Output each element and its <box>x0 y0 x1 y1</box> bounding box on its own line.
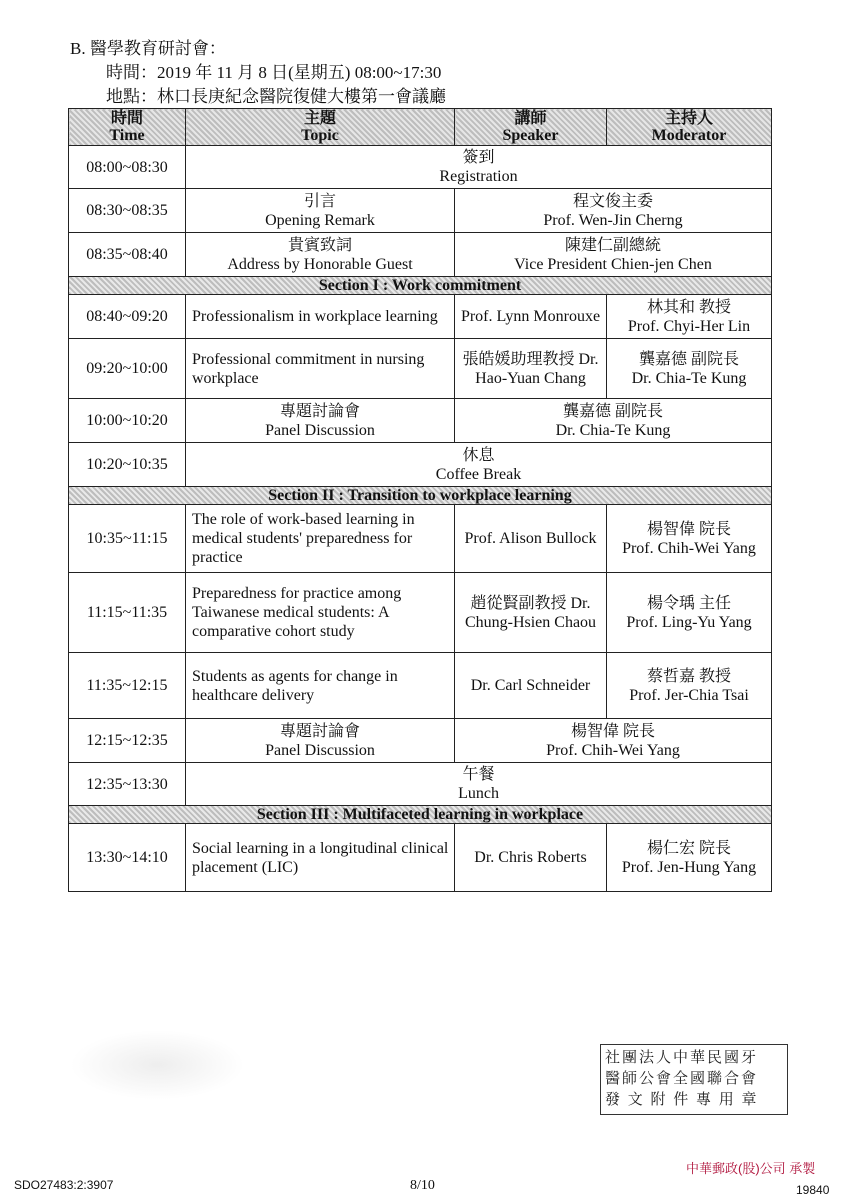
table-row <box>69 719 772 763</box>
item-cell <box>186 719 455 763</box>
table-row <box>69 763 772 806</box>
speaker-cell: Dr. Chris Roberts <box>455 824 607 892</box>
moderator-name-zh: 楊智偉 院長 <box>646 520 731 538</box>
topic-cell: Professional commitment in nursing workplace <box>186 339 455 399</box>
time-cell: 10:00~10:20 <box>69 399 186 443</box>
column-header-speaker: 講師 Speaker <box>455 109 607 146</box>
moderator-cell <box>607 824 772 892</box>
table-row <box>69 295 772 339</box>
moderator-name-zh: 龔嘉德 副院長 <box>638 350 739 368</box>
scan-smudge <box>70 1030 245 1100</box>
host-name-zh: 陳建仁副總統 <box>564 236 661 254</box>
event-time-line: 時間：2019 年 11 月 8 日(星期五) 08:00~17:30 <box>106 63 442 82</box>
host-name-en: Vice President Chien-jen Chen <box>514 255 712 273</box>
section-heading: B. 醫學教育研討會： <box>70 39 226 58</box>
printer-credit: 中華郵政(股)公司 承製 <box>686 1161 816 1176</box>
table-row <box>69 505 772 573</box>
topic-cell: Preparedness for practice among Taiwanese medical students: A comparative cohort study <box>186 573 455 653</box>
item-title-en: Panel Discussion <box>265 421 375 439</box>
moderator-name-en: Prof. Jer-Chia Tsai <box>629 686 749 704</box>
table-row <box>69 339 772 399</box>
time-cell: 12:15~12:35 <box>69 719 186 763</box>
table-row <box>69 573 772 653</box>
stamp-line: 社團法人中華民國牙 <box>605 1050 759 1066</box>
item-title-en: Address by Honorable Guest <box>227 255 413 273</box>
section-title: Section I : Work commitment <box>69 277 772 295</box>
speaker-cell: 趙從賢副教授 Dr. Chung-Hsien Chaou <box>455 573 607 653</box>
moderator-name-en: Prof. Chyi-Her Lin <box>627 317 751 335</box>
moderator-cell <box>607 505 772 573</box>
moderator-cell <box>607 295 772 339</box>
moderator-name-en: Dr. Chia-Te Kung <box>631 369 747 387</box>
schedule-table <box>68 108 772 892</box>
stamp-line: 醫師公會全國聯合會 <box>605 1071 759 1087</box>
speaker-cell: 張皓媛助理教授 Dr. Hao-Yuan Chang <box>455 339 607 399</box>
moderator-name-zh: 林其和 教授 <box>646 298 731 316</box>
table-row <box>69 233 772 277</box>
stamp-line: 發 文 附 件 專 用 章 <box>605 1092 759 1108</box>
speaker-cell: Prof. Alison Bullock <box>455 505 607 573</box>
topic-cell: The role of work-based learning in medical students' preparedness for practice <box>186 505 455 573</box>
moderator-cell <box>607 339 772 399</box>
item-title-zh: 引言 <box>303 192 336 210</box>
section-row <box>69 806 772 824</box>
table-row <box>69 399 772 443</box>
section-title: Section III : Multifaceted learning in workplace <box>69 806 772 824</box>
time-cell: 08:00~08:30 <box>69 146 186 189</box>
item-title-zh: 貴賓致詞 <box>287 236 352 254</box>
event-title-zh: 休息 <box>462 446 495 464</box>
table-row <box>69 189 772 233</box>
time-cell: 08:40~09:20 <box>69 295 186 339</box>
time-cell: 09:20~10:00 <box>69 339 186 399</box>
section-row <box>69 277 772 295</box>
moderator-name-en: Prof. Jen-Hung Yang <box>621 858 757 876</box>
column-header-topic: 主題 Topic <box>186 109 455 146</box>
moderator-name-zh: 楊令瑀 主任 <box>646 594 731 612</box>
event-title-zh: 午餐 <box>462 766 495 783</box>
host-name-zh: 楊智偉 院長 <box>570 722 655 740</box>
moderator-name-en: Prof. Ling-Yu Yang <box>626 613 752 631</box>
time-cell: 12:35~13:30 <box>69 763 186 806</box>
topic-cell: Students as agents for change in healthcare delivery <box>186 653 455 719</box>
item-title-zh: 專題討論會 <box>279 722 360 740</box>
topic-cell: Social learning in a longitudinal clinical placement (LIC) <box>186 824 455 892</box>
host-name-en: Prof. Chih-Wei Yang <box>546 741 680 759</box>
event-title-en: Coffee Break <box>435 465 522 483</box>
event-cell <box>186 146 772 189</box>
item-cell <box>186 189 455 233</box>
host-cell <box>455 233 772 277</box>
item-title-en: Opening Remark <box>265 211 375 229</box>
time-cell: 13:30~14:10 <box>69 824 186 892</box>
time-cell: 10:20~10:35 <box>69 443 186 487</box>
host-cell <box>455 719 772 763</box>
topic-cell: Professionalism in workplace learning <box>186 295 455 339</box>
host-cell <box>455 189 772 233</box>
speaker-cell: Prof. Lynn Monrouxe <box>455 295 607 339</box>
column-header-time: 時間 Time <box>69 109 186 146</box>
item-title-zh: 專題討論會 <box>279 402 360 420</box>
host-name-en: Prof. Wen-Jin Cherng <box>543 211 683 229</box>
table-row <box>69 443 772 487</box>
official-seal-stamp <box>600 1044 788 1115</box>
item-title-en: Panel Discussion <box>265 741 375 759</box>
host-cell <box>455 399 772 443</box>
event-title-en: Lunch <box>458 785 499 802</box>
event-place-line: 地點：林口長庚紀念醫院復健大樓第一會議廳 <box>106 87 446 106</box>
page-number: 8/10 <box>410 1178 435 1193</box>
time-cell: 11:35~12:15 <box>69 653 186 719</box>
moderator-name-zh: 蔡哲嘉 教授 <box>646 667 731 685</box>
print-code: 19840 <box>796 1183 830 1197</box>
time-cell: 10:35~11:15 <box>69 505 186 573</box>
host-name-en: Dr. Chia-Te Kung <box>555 421 671 439</box>
event-cell <box>186 443 772 487</box>
item-cell <box>186 399 455 443</box>
table-row <box>69 146 772 189</box>
item-cell <box>186 233 455 277</box>
moderator-cell <box>607 573 772 653</box>
document-id: SDO27483:2:3907 <box>14 1178 114 1192</box>
time-cell: 11:15~11:35 <box>69 573 186 653</box>
host-name-zh: 龔嘉德 副院長 <box>562 402 663 420</box>
event-title-zh: 簽到 <box>462 149 495 166</box>
time-cell: 08:35~08:40 <box>69 233 186 277</box>
section-row <box>69 487 772 505</box>
section-title: Section II : Transition to workplace learning <box>69 487 772 505</box>
moderator-cell <box>607 653 772 719</box>
column-header-moderator: 主持人 Moderator <box>607 109 772 146</box>
moderator-name-zh: 楊仁宏 院長 <box>646 839 731 857</box>
moderator-name-en: Prof. Chih-Wei Yang <box>622 539 756 557</box>
event-cell <box>186 763 772 806</box>
host-name-zh: 程文俊主委 <box>572 192 653 210</box>
table-row <box>69 653 772 719</box>
table-row <box>69 824 772 892</box>
speaker-cell: Dr. Carl Schneider <box>455 653 607 719</box>
event-title-en: Registration <box>439 168 518 185</box>
time-cell: 08:30~08:35 <box>69 189 186 233</box>
table-header-row <box>69 109 772 146</box>
